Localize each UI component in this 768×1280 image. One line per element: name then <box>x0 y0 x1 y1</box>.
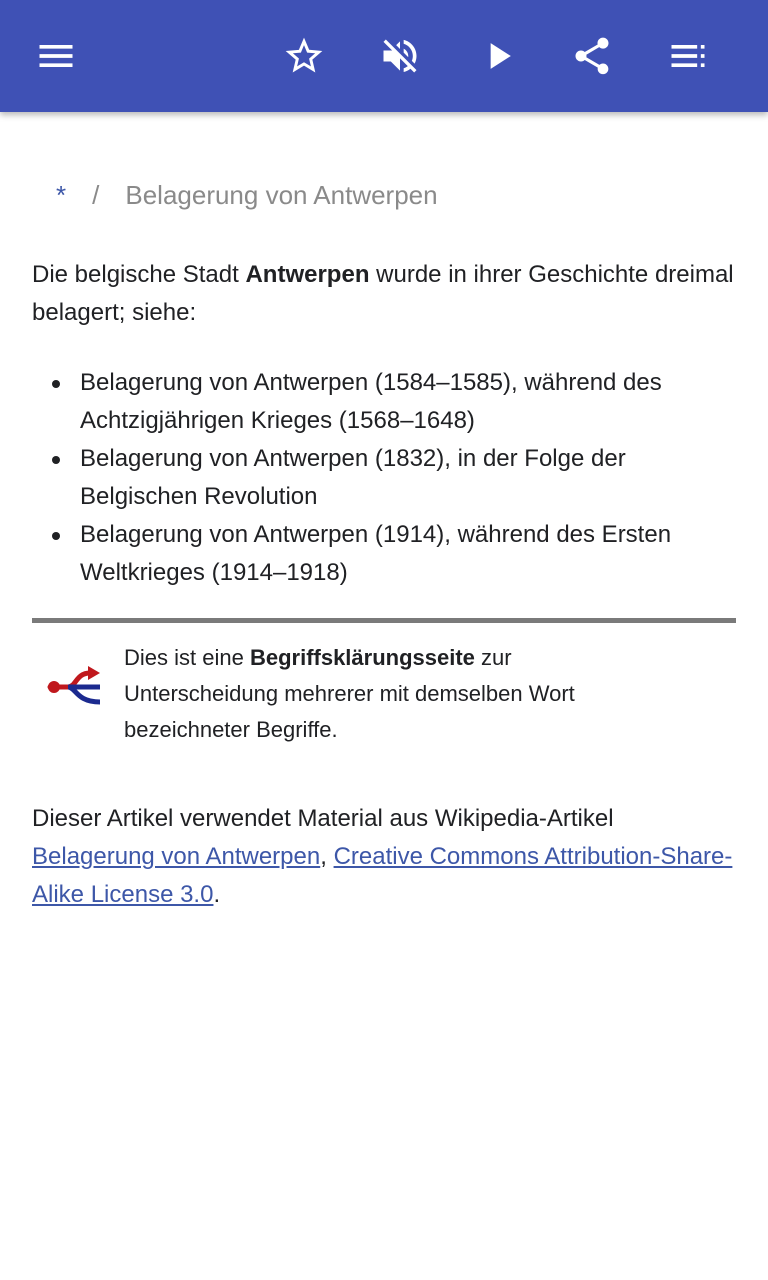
disambiguation-text-start: Dies ist eine <box>124 645 250 670</box>
section-divider <box>32 618 736 623</box>
disambiguation-box <box>32 640 736 750</box>
breadcrumb-separator: / <box>92 180 100 210</box>
attribution-text: Dieser Artikel verwendet Material aus Wikipedia-Artikel <box>32 805 614 832</box>
disambiguation-icon <box>46 664 106 710</box>
attribution-period: . <box>213 881 221 908</box>
article-link[interactable]: Belagerung von Antwerpen <box>32 843 321 870</box>
intro-text-start: Die belgische Stadt <box>32 261 246 288</box>
breadcrumb <box>56 180 438 211</box>
play-icon <box>476 34 520 78</box>
disambiguation-text <box>124 640 664 748</box>
attribution-footer <box>32 800 736 914</box>
list-item: Belagerung von Antwerpen (1832), in der Folge der Belgischen Revolution <box>32 440 736 516</box>
playlist-icon <box>666 34 710 78</box>
mute-button[interactable] <box>368 24 432 88</box>
disambiguation-bold-term: Begriffsklärungsseite <box>249 645 475 670</box>
contents-button[interactable] <box>656 24 720 88</box>
license-link[interactable]: Creative Commons Attribution-Share-Alike License 3.0 <box>32 843 733 908</box>
attribution-comma: , <box>320 843 334 870</box>
siege-list <box>32 364 736 592</box>
disambiguation-text-end: zur Unterscheidung mehrerer mit demselben Wort bezeichneter Begriffe. <box>124 645 575 742</box>
play-button[interactable] <box>466 24 530 88</box>
list-item: Belagerung von Antwerpen (1584–1585), während des Achtzigjährigen Krieges (1568–1648) <box>32 364 736 440</box>
volume-off-icon <box>378 34 422 78</box>
intro-text-end: wurde in ihrer Geschichte dreimal belagert; siehe: <box>32 261 734 326</box>
intro-bold-term: Antwerpen <box>245 261 370 288</box>
breadcrumb-home-link[interactable]: * <box>56 180 67 210</box>
star-outline-icon <box>282 34 326 78</box>
list-item: Belagerung von Antwerpen (1914), während des Ersten Weltkrieges (1914–1918) <box>32 516 736 592</box>
share-button[interactable] <box>560 24 624 88</box>
intro-paragraph <box>32 256 736 332</box>
breadcrumb-current: Belagerung von Antwerpen <box>125 180 438 210</box>
share-icon <box>570 34 614 78</box>
app-toolbar <box>0 0 768 112</box>
menu-button[interactable] <box>24 24 88 88</box>
favorite-button[interactable] <box>272 24 336 88</box>
menu-icon <box>34 34 78 78</box>
